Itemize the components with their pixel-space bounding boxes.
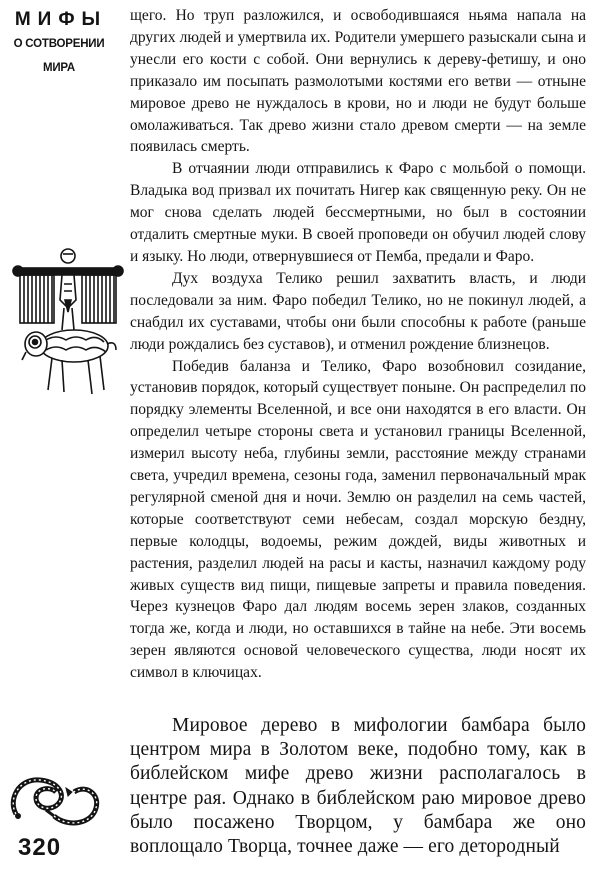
main-column bbox=[130, 5, 586, 684]
running-header-subtitle-line1: О СОТВОРЕНИИ bbox=[13, 38, 105, 50]
running-header-title: МИФЫ bbox=[14, 9, 108, 30]
body-text bbox=[130, 5, 586, 684]
body-paragraph-1: щего. Но труп разложился, и освободившаяся ньяма напала на других людей и умертвила их. Родители умершего разыскали сына и унесли его кости с собой. Они вернулись к дереву-фетишу, и оно приказало им посыпать размолотыми костями его ветви — отныне мировое древо не нуждалось в крови, но и люди не будут больше омолаживаться. Так древо жизни стало древом смерти — на земле появилась смерть. bbox=[130, 7, 586, 156]
page-number: 320 bbox=[18, 834, 62, 861]
commentary-block bbox=[130, 714, 586, 859]
page-sidebar bbox=[0, 0, 128, 872]
body-paragraph-3: Дух воздуха Телико решил захватить власть, и люди последовали за ним. Фаро победил Телико, но не покинул людей, а снабдил их суставами, чтобы они были способны к работе (раньше люди рождались без суставов), и отменил рождение близнецов. bbox=[130, 269, 586, 353]
body-paragraph-4: Победив баланза и Телико, Фаро возобновил созидание, установив порядок, который существует поныне. Он распределил по порядку элементы Вселенной, и все они находятся в его власти. Он определил четыре стороны света и установил границы Вселенной, измерил высоту неба, глубины земли, расстояние между странами света, учредил времена, сезоны года, заменил первоначальный мрак регулярной сменой дня и ночи. Землю он разделил на семь частей, которые соответствуют семи небесам, создал морскую бездну, первые колодцы, водоемы, режим дождей, виды животных и растения, разделил людей на расы и касты, назначил каждому роду живых существ вид пищи, пищевые запреты и правила поведения. Через кузнецов Фаро дал людям восемь зерен злаков, созданных тогда же, когда и люди, но оставшихся в тайне на небе. Эти восемь зерен являются основой человеческого существа, люди носят их символ в ключицах. bbox=[130, 357, 586, 682]
commentary-paragraph: Мировое дерево в мифологии бамбара было центром мира в Золотом веке, подобно тому, как в библейском мифе древо жизни располагалось в центре рая. Однако в библейском раю мировое древо было посажено Творцом, у бамбара же оно воплощало Творца, точнее даже — его детородный bbox=[130, 715, 586, 858]
body-paragraph-2: В отчаянии люди отправились к Фаро с мольбой о помощи. Владыка вод призвал их почитать Нигер как священную реку. Он не мог снова сделать людей бессмертными, но был в состоянии отдалить смертные муки. В своей проповеди он обучил людей слову и языку. Но люди, отвернувшиеся от Пемба, предали и Фаро. bbox=[130, 160, 586, 265]
ancestor-figure-on-ram-icon bbox=[12, 244, 124, 400]
running-header-subtitle-line2: МИРА bbox=[42, 62, 75, 74]
serpent-ornament-icon bbox=[6, 770, 102, 830]
running-header bbox=[0, 8, 118, 80]
